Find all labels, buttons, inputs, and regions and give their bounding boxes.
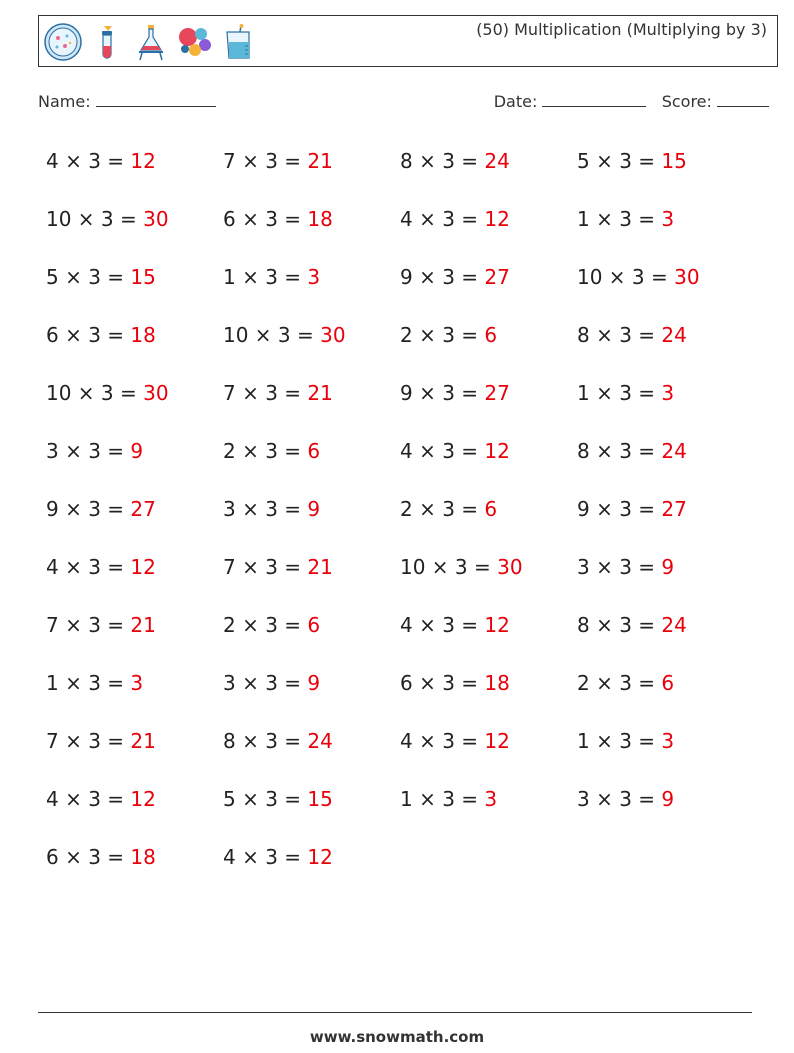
problem-item (577, 318, 754, 376)
problem-answer: 9 (307, 497, 321, 521)
problem-item (223, 376, 400, 434)
problem-answer: 12 (484, 439, 510, 463)
problem-grid (46, 144, 756, 898)
problem-item (223, 260, 400, 318)
problem-item (223, 492, 400, 550)
problem-expression: 5 × 3 = (577, 149, 662, 173)
problem-answer: 12 (484, 207, 510, 231)
problem-expression: 3 × 3 = (223, 497, 308, 521)
problem-answer: 3 (130, 671, 144, 695)
problem-item (223, 202, 400, 260)
problem-item (46, 434, 223, 492)
flask-icon (131, 22, 171, 62)
problem-item (577, 144, 754, 202)
problem-answer: 24 (484, 149, 510, 173)
problem-expression: 4 × 3 = (46, 149, 131, 173)
problem-item (577, 782, 754, 840)
problem-answer: 27 (484, 381, 510, 405)
problem-answer: 24 (307, 729, 333, 753)
problem-item (400, 608, 577, 666)
problem-expression: 4 × 3 = (400, 207, 485, 231)
problem-answer: 3 (661, 729, 675, 753)
problem-expression: 2 × 3 = (223, 613, 308, 637)
problem-expression: 10 × 3 = (223, 323, 321, 347)
problem-answer: 3 (661, 207, 675, 231)
problem-answer: 6 (307, 613, 321, 637)
problem-expression: 5 × 3 = (46, 265, 131, 289)
problem-expression: 4 × 3 = (400, 439, 485, 463)
problem-expression: 2 × 3 = (577, 671, 662, 695)
problem-expression: 3 × 3 = (223, 671, 308, 695)
problem-item (223, 666, 400, 724)
problem-expression: 1 × 3 = (577, 207, 662, 231)
beaker-icon (219, 22, 259, 62)
footer-url: www.snowmath.com (309, 1028, 485, 1046)
problem-expression: 7 × 3 = (46, 613, 131, 637)
problem-expression: 2 × 3 = (223, 439, 308, 463)
problem-answer: 15 (130, 265, 156, 289)
problem-item (577, 492, 754, 550)
problem-answer: 12 (130, 555, 156, 579)
problem-expression: 10 × 3 = (46, 381, 144, 405)
problem-answer: 21 (307, 149, 333, 173)
problem-expression: 1 × 3 = (46, 671, 131, 695)
problem-expression: 1 × 3 = (223, 265, 308, 289)
problem-answer: 27 (130, 497, 156, 521)
problem-item (400, 144, 577, 202)
problem-item (577, 550, 754, 608)
molecule-icon (175, 22, 215, 62)
problem-expression: 8 × 3 = (400, 149, 485, 173)
name-field (38, 92, 216, 111)
problem-item (400, 434, 577, 492)
problem-item (577, 608, 754, 666)
problem-expression: 9 × 3 = (400, 381, 485, 405)
problem-item (223, 550, 400, 608)
problem-answer: 27 (484, 265, 510, 289)
problem-item (46, 550, 223, 608)
problem-expression: 4 × 3 = (400, 613, 485, 637)
problem-item (46, 144, 223, 202)
problem-answer: 6 (484, 497, 498, 521)
problem-item (223, 608, 400, 666)
date-score-fields (494, 92, 769, 111)
problem-expression: 10 × 3 = (400, 555, 498, 579)
problem-expression: 1 × 3 = (577, 381, 662, 405)
problem-expression: 3 × 3 = (577, 787, 662, 811)
problem-item (400, 666, 577, 724)
problem-answer: 15 (661, 149, 687, 173)
footer-divider (38, 1012, 752, 1013)
problem-answer: 9 (661, 555, 675, 579)
problem-answer: 9 (307, 671, 321, 695)
problem-item (400, 782, 577, 840)
problem-item (400, 724, 577, 782)
problem-expression: 7 × 3 = (223, 381, 308, 405)
problem-expression: 6 × 3 = (400, 671, 485, 695)
problem-answer: 18 (307, 207, 333, 231)
problem-item (400, 376, 577, 434)
petri-dish-icon (43, 22, 83, 62)
problem-item (46, 376, 223, 434)
problem-answer: 12 (130, 149, 156, 173)
problem-item (577, 202, 754, 260)
worksheet-title: (50) Multiplication (Multiplying by 3) (476, 20, 767, 39)
problem-item (46, 666, 223, 724)
problem-item (223, 840, 400, 898)
problem-expression: 8 × 3 = (577, 439, 662, 463)
problem-answer: 12 (484, 729, 510, 753)
test-tube-icon (87, 22, 127, 62)
problem-answer: 9 (130, 439, 144, 463)
score-blank[interactable] (717, 92, 769, 107)
problem-answer: 12 (484, 613, 510, 637)
name-label: Name: (38, 92, 91, 111)
problem-answer: 30 (320, 323, 346, 347)
problem-answer: 3 (661, 381, 675, 405)
problem-answer: 30 (143, 381, 169, 405)
problem-expression: 6 × 3 = (46, 845, 131, 869)
problem-answer: 3 (484, 787, 498, 811)
problem-expression: 8 × 3 = (577, 323, 662, 347)
problem-expression: 10 × 3 = (46, 207, 144, 231)
problem-expression: 4 × 3 = (400, 729, 485, 753)
problem-expression: 4 × 3 = (223, 845, 308, 869)
problem-expression: 10 × 3 = (577, 265, 675, 289)
problem-item (577, 376, 754, 434)
problem-item (577, 724, 754, 782)
problem-expression: 4 × 3 = (46, 555, 131, 579)
name-blank[interactable] (96, 92, 216, 107)
problem-expression: 7 × 3 = (223, 555, 308, 579)
problem-answer: 27 (661, 497, 687, 521)
problem-answer: 24 (661, 323, 687, 347)
problem-expression: 7 × 3 = (46, 729, 131, 753)
problem-expression: 9 × 3 = (577, 497, 662, 521)
problem-item (46, 608, 223, 666)
problem-item (46, 318, 223, 376)
problem-answer: 21 (130, 729, 156, 753)
problem-item (46, 260, 223, 318)
header-icons (43, 22, 259, 62)
problem-item (577, 260, 754, 318)
problem-item (400, 260, 577, 318)
problem-answer: 18 (484, 671, 510, 695)
problem-expression: 7 × 3 = (223, 149, 308, 173)
problem-answer: 12 (130, 787, 156, 811)
problem-item (46, 782, 223, 840)
problem-item (400, 202, 577, 260)
problem-answer: 6 (484, 323, 498, 347)
problem-answer: 9 (661, 787, 675, 811)
problem-expression: 9 × 3 = (46, 497, 131, 521)
problem-item (577, 434, 754, 492)
problem-expression: 8 × 3 = (223, 729, 308, 753)
problem-expression: 5 × 3 = (223, 787, 308, 811)
problem-item (46, 202, 223, 260)
problem-answer: 18 (130, 323, 156, 347)
score-label: Score: (661, 92, 712, 111)
problem-item (46, 492, 223, 550)
problem-answer: 21 (307, 381, 333, 405)
problem-item (223, 434, 400, 492)
date-blank[interactable] (542, 92, 646, 107)
problem-expression: 9 × 3 = (400, 265, 485, 289)
problem-item (400, 318, 577, 376)
problem-answer: 6 (307, 439, 321, 463)
problem-expression: 1 × 3 = (400, 787, 485, 811)
problem-item (223, 724, 400, 782)
problem-answer: 3 (307, 265, 321, 289)
problem-expression: 6 × 3 = (223, 207, 308, 231)
problem-expression: 2 × 3 = (400, 497, 485, 521)
problem-answer: 24 (661, 613, 687, 637)
problem-item (223, 144, 400, 202)
problem-answer: 21 (307, 555, 333, 579)
problem-answer: 18 (130, 845, 156, 869)
problem-answer: 30 (674, 265, 700, 289)
problem-answer: 30 (143, 207, 169, 231)
problem-answer: 12 (307, 845, 333, 869)
problem-answer: 15 (307, 787, 333, 811)
problem-expression: 4 × 3 = (46, 787, 131, 811)
worksheet-header (38, 15, 778, 67)
problem-item (46, 724, 223, 782)
problem-item (577, 666, 754, 724)
problem-expression: 8 × 3 = (577, 613, 662, 637)
problem-expression: 2 × 3 = (400, 323, 485, 347)
problem-item (223, 318, 400, 376)
problem-expression: 3 × 3 = (577, 555, 662, 579)
problem-item (46, 840, 223, 898)
problem-answer: 30 (497, 555, 523, 579)
problem-answer: 21 (130, 613, 156, 637)
problem-item (400, 492, 577, 550)
problem-expression: 6 × 3 = (46, 323, 131, 347)
problem-expression: 3 × 3 = (46, 439, 131, 463)
problem-item (400, 550, 577, 608)
problem-answer: 24 (661, 439, 687, 463)
problem-expression: 1 × 3 = (577, 729, 662, 753)
problem-answer: 6 (661, 671, 675, 695)
date-label: Date: (493, 92, 538, 111)
problem-item (223, 782, 400, 840)
